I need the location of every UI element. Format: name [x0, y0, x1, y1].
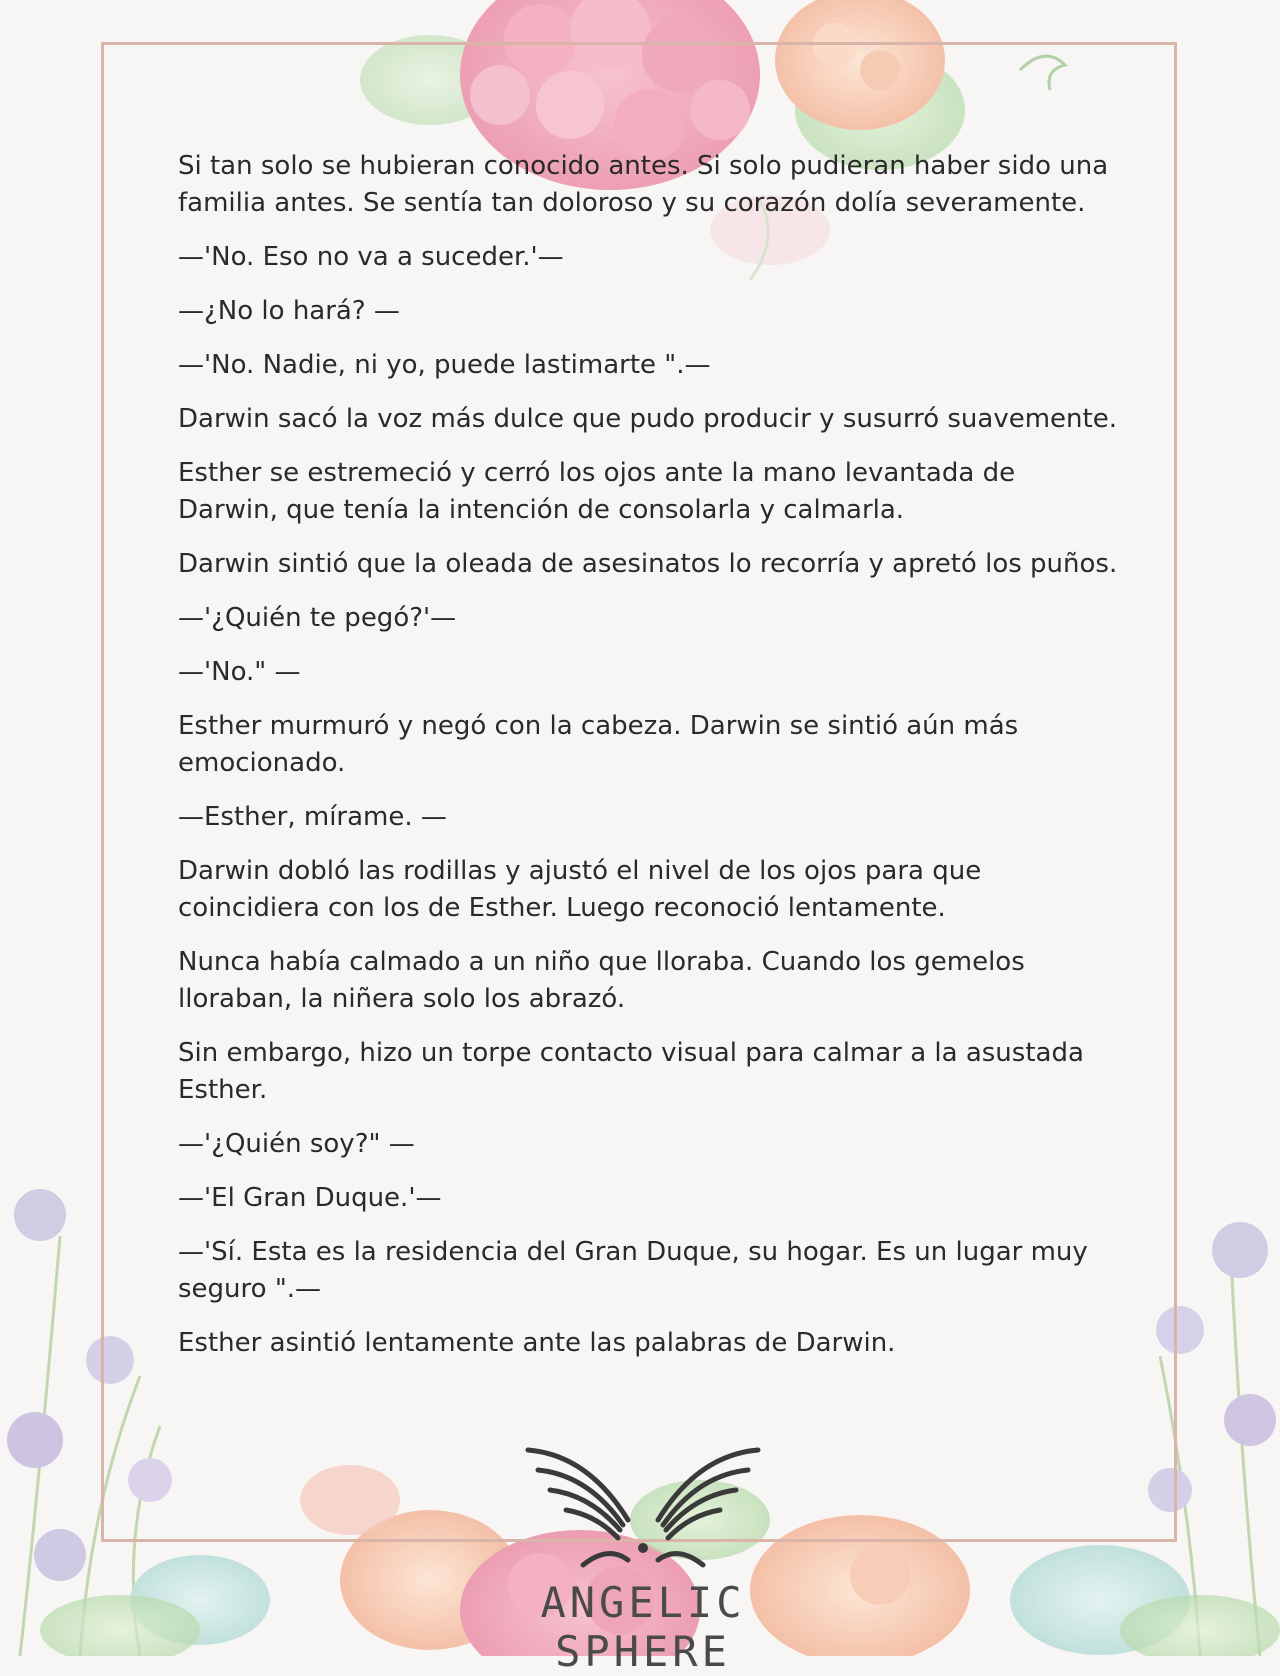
paragraph-5: Darwin sacó la voz más dulce que pudo producir y susurró suavemente.	[178, 404, 1117, 434]
paragraph-6: Esther se estremeció y cerró los ojos ante la mano levantada de Darwin, que tenía la intención de consolarla y calmarla.	[178, 458, 1016, 525]
story-text	[178, 148, 1118, 1379]
angelic-sphere-logo	[488, 1440, 798, 1676]
paragraph-12: Darwin dobló las rodillas y ajustó el nivel de los ojos para que coincidiera con los de Esther. Luego reconoció lentamente.	[178, 856, 982, 923]
paragraph-16: —'El Gran Duque.'—	[178, 1183, 442, 1213]
paragraph-4: —'No. Nadie, ni yo, puede lastimarte ".—	[178, 350, 711, 380]
paragraph-1: Si tan solo se hubieran conocido antes. Si solo pudieran haber sido una familia antes. Se sentía tan doloroso y su corazón dolía severamente.	[178, 151, 1109, 218]
paragraph-14: Sin embargo, hizo un torpe contacto visual para calmar a la asustada Esther.	[178, 1038, 1084, 1105]
paragraph-3: —¿No lo hará? —	[178, 296, 400, 326]
paragraph-2: —'No. Eso no va a suceder.'—	[178, 242, 564, 272]
paragraph-9: —'No." —	[178, 657, 301, 687]
paragraph-18: Esther asintió lentamente ante las palabras de Darwin.	[178, 1328, 896, 1358]
paragraph-13: Nunca había calmado a un niño que lloraba. Cuando los gemelos lloraban, la niñera solo los abrazó.	[178, 947, 1025, 1014]
paragraph-15: —'¿Quién soy?" —	[178, 1129, 415, 1159]
logo-text: ANGELIC SPHERE	[540, 1578, 746, 1676]
paragraph-7: Darwin sintió que la oleada de asesinatos lo recorría y apretó los puños.	[178, 549, 1118, 579]
paragraph-11: —Esther, mírame. —	[178, 802, 447, 832]
angel-wings-icon	[488, 1440, 798, 1580]
paragraph-17: —'Sí. Esta es la residencia del Gran Duque, su hogar. Es un lugar muy seguro ".—	[178, 1237, 1088, 1304]
paragraph-10: Esther murmuró y negó con la cabeza. Darwin se sintió aún más emocionado.	[178, 711, 1019, 778]
paragraph-8: —'¿Quién te pegó?'—	[178, 603, 457, 633]
